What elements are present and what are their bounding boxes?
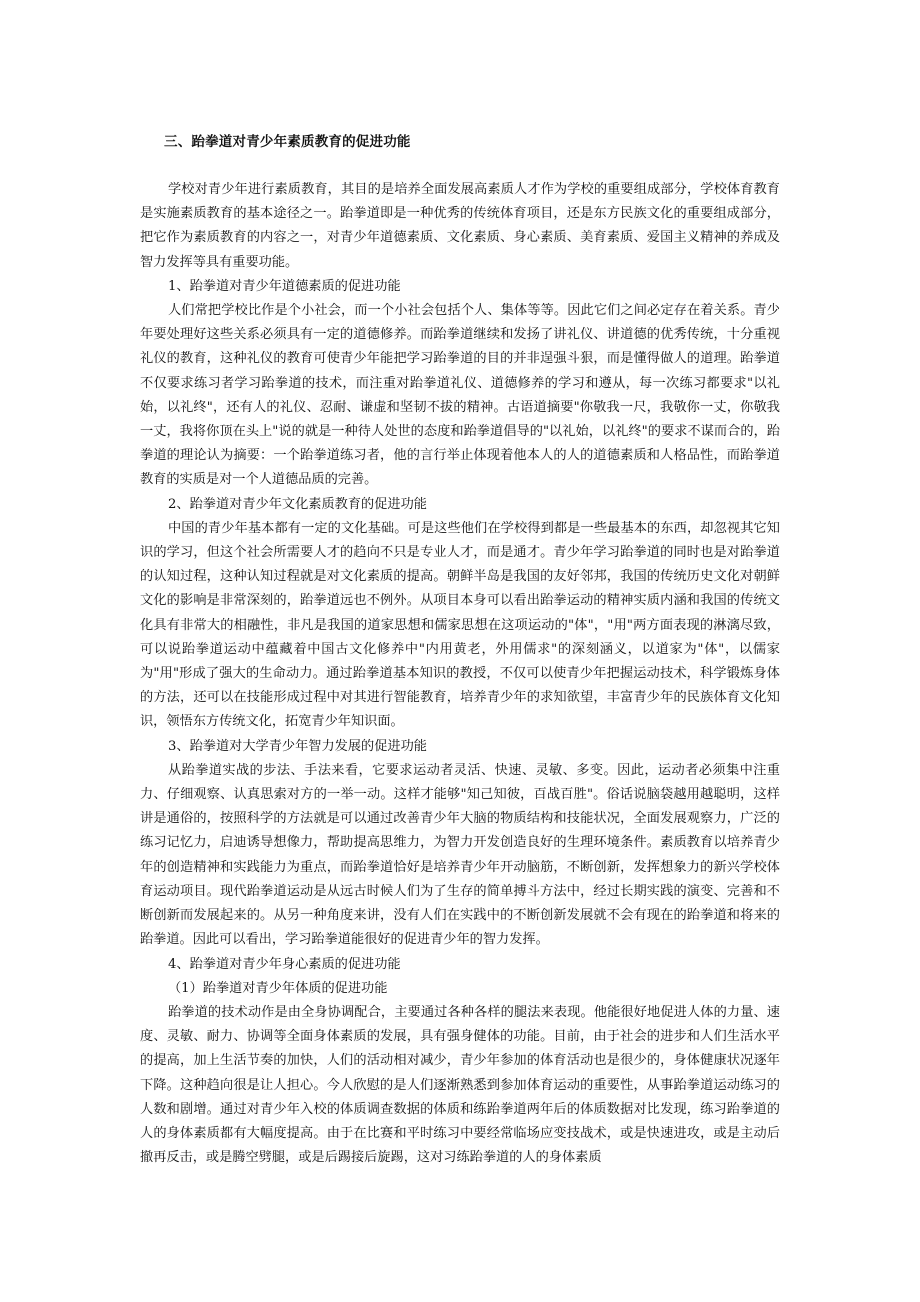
document-page xyxy=(140,130,780,1170)
subsection-body-4-1: 跆拳道的技术动作是由全身协调配合，主要通过各种各样的腿法来表现。他能很好地促进人体的力量、速度、灵敏、耐力、协调等全面身体素质的发展，具有强身健体的功能。目前，由于社会的进步和人们生活水平的提高，加上生活节奏的加快，人们的活动相对减少，青少年参加的体育活动也是很少的，身体健康状况逐年下降。这种趋向很是让人担心。今人欣慰的是人们逐渐熟悉到参加体育运动的重要性，从事跆拳道运动练习的人数和剧增。通过对青少年入校的体质调查数据的体质和练跆拳道两年后的体质数据对比发现，练习跆拳道的人的身体素质都有大幅度提高。由于在比赛和平时练习中要经常临场应变技战术，或是快速进攻，或是主动后撤再反击，或是腾空劈腿，或是后踢接后旋踢，这对习练跆拳道的人的身体素质 xyxy=(140,1004,780,1166)
blank-line xyxy=(140,154,780,178)
subsection-body-1: 人们常把学校比作是个小社会，而一个小社会包括个人、集体等等。因此它们之间必定存在着关系。青少年要处理好这些关系必须具有一定的道德修养。而跆拳道继续和发扬了讲礼仪、讲道德的优秀传统，十分重视礼仪的教育，这种礼仪的教育可使青少年能把学习跆拳道的目的并非逞强斗狠，而是懂得做人的道理。跆拳道不仅要求练习者学习跆拳道的技术，而注重对跆拳道礼仪、道德修养的学习和遵从，每一次练习都要求"以礼始，以礼终"，还有人的礼仪、忍耐、谦虚和坚韧不拔的精神。古语道摘要"你敬我一尺，我敬你一丈，你敬我一丈，我将你顶在头上"说的就是一种待人处世的态度和跆拳道倡导的"以礼始，以礼终"的要求不谋而合的，跆拳道的理论认为摘要：一个跆拳道练习者，他的言行举止体现着他本人的人的道德素质和人格品性，而跆拳道教育的实质是对一个人道德品质的完善。 xyxy=(140,303,780,488)
section-title: 三、跆拳道对青少年素质教育的促进功能 xyxy=(164,134,411,150)
subsection-title-4: 4、跆拳道对青少年身心素质的促进功能 xyxy=(168,956,401,972)
subsection-title-1: 1、跆拳道对青少年道德素质的促进功能 xyxy=(168,278,401,294)
subsection-title-3: 3、跆拳道对大学青少年智力发展的促进功能 xyxy=(168,738,427,754)
intro-paragraph: 学校对青少年进行素质教育，其目的是培养全面发展高素质人才作为学校的重要组成部分，学校体育教育是实施素质教育的基本途径之一。跆拳道即是一种优秀的传统体育项目，还是东方民族文化的重要组成部分，把它作为素质教育的内容之一，对青少年道德素质、文化素质、身心素质、美育素质、爱国主义精神的养成及智力发挥等具有重要功能。 xyxy=(140,182,780,270)
subsection-body-2: 中国的青少年基本都有一定的文化基础。可是这些他们在学校得到都是一些最基本的东西，却忽视其它知识的学习，但这个社会所需要人才的趋向不只是专业人才，而是通才。青少年学习跆拳道的同时也是对跆拳道的认知过程，这种认知过程就是对文化素质的提高。朝鲜半岛是我国的友好邻邦，我国的传统历史文化对朝鲜文化的影响是非常深刻的，跆拳道远也不例外。从项目本身可以看出跆拳运动的精神实质内涵和我国的传统文化具有非常大的相融性，非凡是我国的道家思想和儒家思想在这项运动的"体"，"用"两方面表现的淋漓尽致，可以说跆拳道运动中蕴藏着中国古文化修养中"内用黄老，外用儒求"的深刻涵义，以道家为"体"，以儒家为"用"形成了强大的生命动力。通过跆拳道基本知识的教授，不仅可以使青少年把握运动技术，科学锻炼身体的方法，还可以在技能形成过程中对其进行智能教育，培养青少年的求知欲望，丰富青少年的民族体育文化知识，领悟东方传统文化，拓宽青少年知识面。 xyxy=(140,520,780,730)
subsection-body-3: 从跆拳道实战的步法、手法来看，它要求运动者灵活、快速、灵敏、多变。因此，运动者必须集中注重力、仔细观察、认真思索对方的一举一动。这样才能够"知己知彼，百战百胜"。俗话说脑袋越用越聪明，这样讲是通俗的，按照科学的方法就是可以通过改善青少年大脑的物质结构和技能状况，全面发展观察力，广泛的练习记忆力，启迪诱导想像力，帮助提高思维力，为智力开发创造良好的生理环境条件。素质教育以培养青少年的创造精神和实践能力为重点，而跆拳道恰好是培养青少年开动脑筋，不断创新，发挥想象力的新兴学校体育运动项目。现代跆拳道运动是从远古时候人们为了生存的简单搏斗方法中，经过长期实践的演变、完善和不断创新而发展起来的。从另一种角度来讲，没有人们在实践中的不断创新发展就不会有现在的跆拳道和将来的跆拳道。因此可以看出，学习跆拳道能很好的促进青少年的智力发挥。 xyxy=(140,762,780,948)
subsection-title-2: 2、跆拳道对青少年文化素质教育的促进功能 xyxy=(168,496,427,512)
subsection-title-4-1: （1）跆拳道对青少年体质的促进功能 xyxy=(168,980,388,996)
